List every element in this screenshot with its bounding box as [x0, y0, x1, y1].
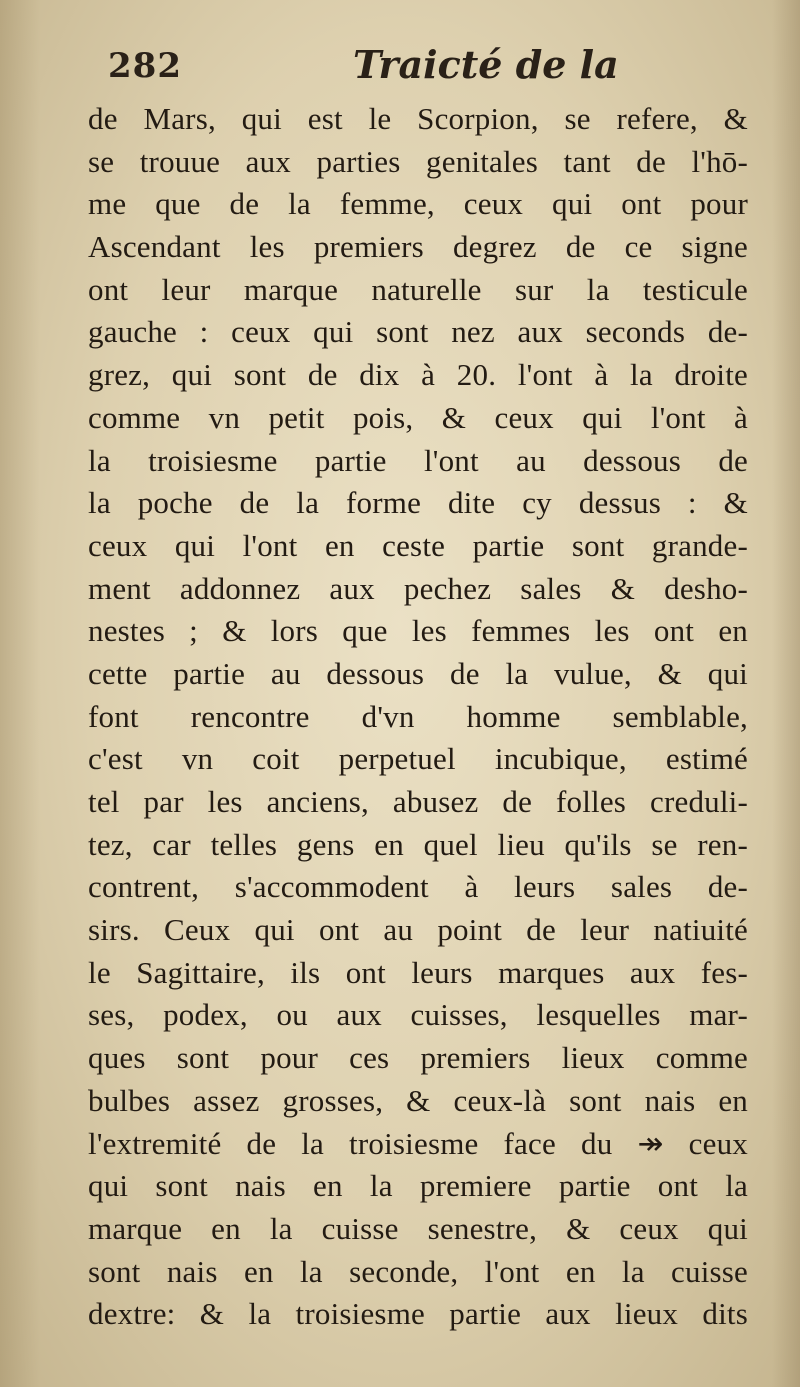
- text-line: comme vn petit pois, & ceux qui l'ont à: [88, 399, 748, 435]
- text-line: qui sont nais en la premiere partie ont la: [88, 1168, 748, 1204]
- page-number: 282: [108, 46, 182, 86]
- text-line: grez, qui sont de dix à 20. l'ont à la droite: [88, 357, 748, 393]
- text-line: de Mars, qui est le Scorpion, se refere, &: [88, 101, 748, 136]
- text-line: se trouue aux parties genitales tant de l'hō-: [88, 143, 748, 179]
- text-line: ont leur marque naturelle sur la testicule: [88, 271, 748, 307]
- body-text: [88, 98, 748, 1336]
- running-head: [108, 38, 768, 98]
- text-line: dextre: & la troisiesme partie aux lieux dits: [88, 1296, 748, 1332]
- text-line: marque en la cuisse senestre, & ceux qui: [88, 1210, 748, 1246]
- text-line: tez, car telles gens en quel lieu qu'ils se ren-: [88, 826, 748, 862]
- running-title: Traicté de la: [353, 42, 619, 87]
- text-line: font rencontre d'vn homme semblable,: [88, 698, 748, 734]
- text-line: la poche de la forme dite cy dessus : &: [88, 485, 748, 521]
- text-line: nestes ; & lors que les femmes les ont en: [88, 613, 748, 649]
- text-line: bulbes assez grosses, & ceux-là sont nais en: [88, 1082, 748, 1118]
- text-line: ment addonnez aux pechez sales & desho-: [88, 570, 748, 606]
- text-line: tel par les anciens, abusez de folles creduli-: [88, 784, 748, 819]
- text-line: me que de la femme, ceux qui ont pour: [88, 186, 748, 222]
- text-line: ses, podex, ou aux cuisses, lesquelles mar-: [88, 997, 748, 1033]
- text-line: Ascendant les premiers degrez de ce signe: [88, 229, 748, 265]
- text-line: la troisiesme partie l'ont au dessous de: [88, 442, 748, 478]
- text-line: sirs. Ceux qui ont au point de leur natiuité: [88, 912, 748, 948]
- text-line: ceux qui l'ont en ceste partie sont grande-: [88, 527, 748, 563]
- text-line: cette partie au dessous de la vulue, & qui: [88, 655, 748, 691]
- text-line: sont nais en la seconde, l'ont en la cuisse: [88, 1253, 748, 1289]
- text-line: le Sagittaire, ils ont leurs marques aux fes-: [88, 954, 748, 990]
- text-line: gauche : ceux qui sont nez aux seconds de-: [88, 314, 748, 350]
- text-line: l'extremité de la troisiesme face du ↠ ceux: [88, 1125, 748, 1161]
- text-line: c'est vn coit perpetuel incubique, estimé: [88, 741, 748, 777]
- text-line: ques sont pour ces premiers lieux comme: [88, 1040, 748, 1076]
- text-line: contrent, s'accommodent à leurs sales de-: [88, 869, 748, 905]
